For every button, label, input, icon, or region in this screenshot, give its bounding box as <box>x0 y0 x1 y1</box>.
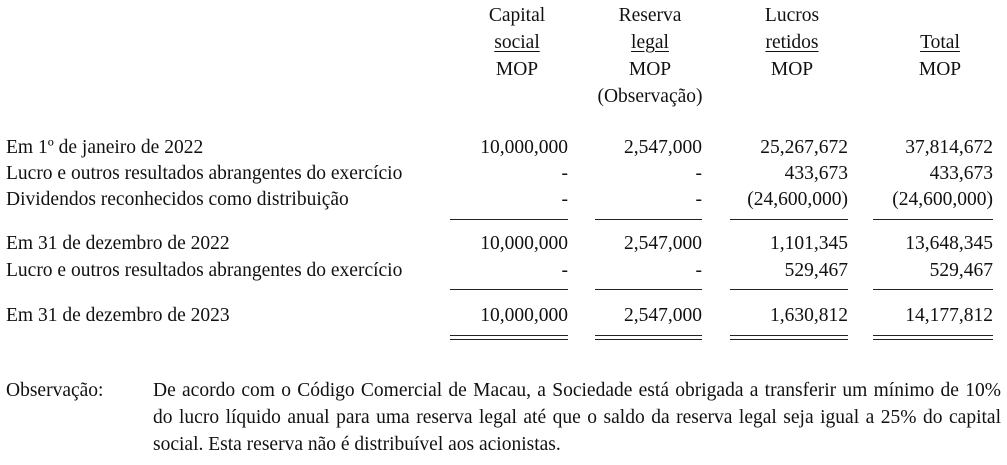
cell-total: 13,648,345 <box>905 233 993 254</box>
header-text: Reserva <box>618 5 682 26</box>
cell-reserva: - <box>695 163 702 184</box>
header-unit: MOP <box>495 59 539 80</box>
subtotal-rule <box>873 219 993 220</box>
row-label: Lucro e outros resultados abrangentes do exercício <box>6 260 403 281</box>
header-text: Capital <box>488 5 546 26</box>
cell-reserva: - <box>695 260 702 281</box>
header-note-ref: (Observação) <box>597 86 703 107</box>
subtotal-rule <box>450 219 568 220</box>
cell-total: 433,673 <box>929 163 993 184</box>
header-unit: MOP <box>628 59 672 80</box>
cell-lucros: 1,101,345 <box>770 233 848 254</box>
cell-capital: 10,000,000 <box>480 137 568 158</box>
header-reserva-legal <box>580 2 720 110</box>
cell-capital: 10,000,000 <box>480 233 568 254</box>
row-label: Em 1º de janeiro de 2022 <box>6 137 204 158</box>
total-double-rule <box>595 335 702 340</box>
cell-reserva: - <box>695 189 702 210</box>
note-label: Observação: <box>6 380 104 401</box>
total-double-rule <box>730 335 848 340</box>
cell-reserva: 2,547,000 <box>624 305 702 326</box>
cell-total: 14,177,812 <box>905 305 993 326</box>
cell-capital: - <box>561 189 568 210</box>
cell-lucros: 25,267,672 <box>760 137 848 158</box>
header-lucros-retidos <box>737 2 847 83</box>
row-label: Dividendos reconhecidos como distribuição <box>6 189 349 210</box>
cell-total: (24,600,000) <box>892 189 993 210</box>
row-label: Em 31 de dezembro de 2022 <box>6 233 230 254</box>
header-capital-social <box>470 2 564 83</box>
cell-capital: - <box>561 260 568 281</box>
header-text: Lucros <box>764 5 820 26</box>
subtotal-rule <box>730 219 848 220</box>
cell-capital: - <box>561 163 568 184</box>
cell-lucros: 1,630,812 <box>770 305 848 326</box>
row-label: Lucro e outros resultados abrangentes do exercício <box>6 163 403 184</box>
cell-lucros: (24,600,000) <box>747 189 848 210</box>
header-text: Total <box>920 32 960 53</box>
subtotal-rule <box>595 289 702 290</box>
cell-reserva: 2,547,000 <box>624 137 702 158</box>
cell-total: 529,467 <box>929 260 993 281</box>
total-double-rule <box>450 335 568 340</box>
note-text: De acordo com o Código Comercial de Macau, a Sociedade está obrigada a transferir um mínimo de 10% do lucro líquido anual para uma reserva legal até que o saldo da reserva legal seja igual a 25% do capital social. Esta reserva não é distribuível aos acionistas. <box>153 380 1001 455</box>
row-label: Em 31 de dezembro de 2023 <box>6 305 230 326</box>
header-unit: MOP <box>770 59 814 80</box>
header-text: retidos <box>765 32 819 53</box>
cell-capital: 10,000,000 <box>480 305 568 326</box>
subtotal-rule <box>595 219 702 220</box>
cell-reserva: 2,547,000 <box>624 233 702 254</box>
header-text: legal <box>631 32 669 53</box>
header-total <box>890 2 990 83</box>
subtotal-rule <box>730 289 848 290</box>
header-unit: MOP <box>918 59 962 80</box>
header-text: social <box>494 32 540 53</box>
subtotal-rule <box>873 289 993 290</box>
cell-total: 37,814,672 <box>905 137 993 158</box>
subtotal-rule <box>450 289 568 290</box>
total-double-rule <box>873 335 993 340</box>
cell-lucros: 529,467 <box>784 260 848 281</box>
cell-lucros: 433,673 <box>784 163 848 184</box>
